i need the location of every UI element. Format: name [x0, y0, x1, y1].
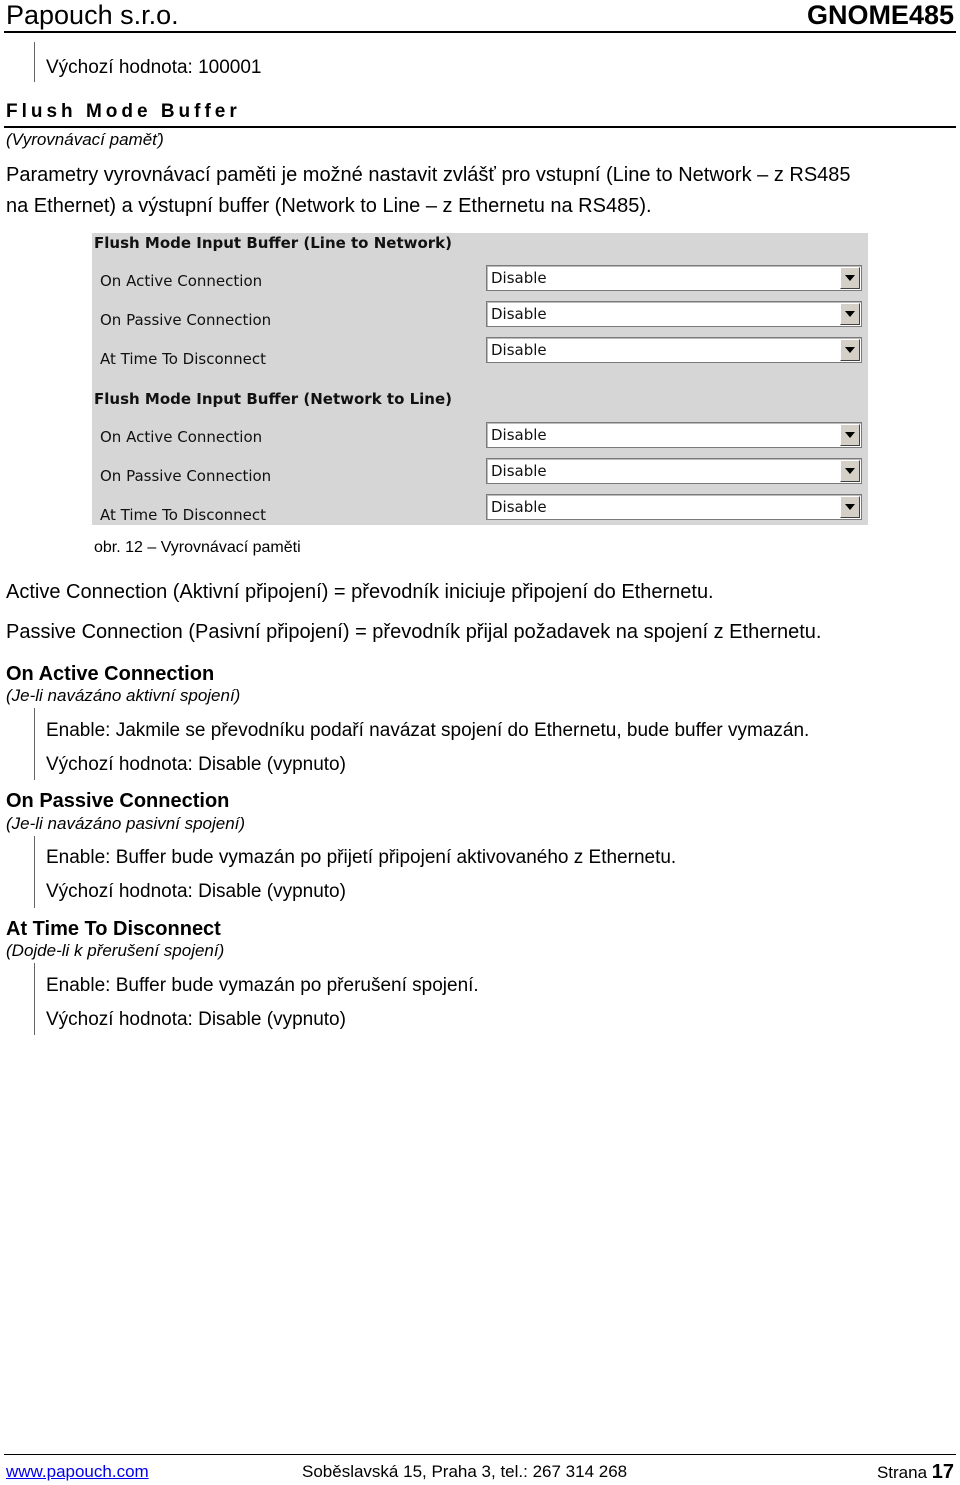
footer-website-link[interactable]: www.papouch.com — [6, 1462, 149, 1481]
header-product: GNOME485 — [806, 0, 954, 30]
option-enable: Enable: Buffer bude vymazán po přijetí připojení aktivovaného z Ethernetu. — [46, 847, 677, 868]
select-value: Disable — [491, 269, 547, 287]
intro-line-1: Parametry vyrovnávací paměti je možné nastavit zvlášť pro vstupní (Line to Network – z RS485 — [6, 164, 851, 186]
chevron-down-icon[interactable] — [840, 303, 860, 325]
section-rule — [4, 126, 956, 128]
chevron-down-icon[interactable] — [840, 460, 860, 482]
group2-title: Flush Mode Input Buffer (Network to Line) — [94, 390, 453, 408]
group2-label-active: On Active Connection — [100, 428, 263, 446]
select-value: Disable — [491, 462, 547, 480]
definition-passive: Passive Connection (Pasivní připojení) = převodník přijal požadavek na spojení z Ethernetu. — [6, 621, 822, 643]
chevron-down-icon[interactable] — [840, 267, 860, 289]
top-default-value: Výchozí hodnota: 100001 — [46, 57, 262, 78]
option-default: Výchozí hodnota: Disable (vypnuto) — [46, 881, 346, 902]
option-title: At Time To Disconnect — [6, 918, 221, 940]
section-title: Flush Mode Buffer — [6, 101, 241, 122]
select-value: Disable — [491, 305, 547, 323]
option-default: Výchozí hodnota: Disable (vypnuto) — [46, 754, 346, 775]
group2-select-disconnect[interactable] — [486, 494, 862, 520]
indent-bar — [34, 708, 35, 780]
option-subtitle: (Je-li navázáno aktivní spojení) — [6, 686, 241, 705]
option-subtitle: (Je-li navázáno pasivní spojení) — [6, 814, 246, 833]
option-subtitle: (Dojde-li k přerušení spojení) — [6, 941, 225, 960]
settings-screenshot — [92, 233, 868, 525]
option-enable: Enable: Jakmile se převodníku podaří navázat spojení do Ethernetu, bude buffer vymazán. — [46, 720, 810, 741]
option-default: Výchozí hodnota: Disable (vypnuto) — [46, 1009, 346, 1030]
chevron-down-icon[interactable] — [840, 424, 860, 446]
footer-address: Soběslavská 15, Praha 3, tel.: 267 314 268 — [302, 1462, 628, 1481]
group1-select-passive[interactable] — [486, 301, 862, 327]
header-rule — [4, 31, 956, 33]
option-title: On Passive Connection — [6, 790, 230, 812]
footer-rule — [4, 1454, 956, 1455]
indent-bar — [34, 42, 35, 82]
definition-active: Active Connection (Aktivní připojení) = převodník iniciuje připojení do Ethernetu. — [6, 581, 714, 603]
intro-line-2: na Ethernet) a výstupní buffer (Network to Line – z Ethernetu na RS485). — [6, 195, 652, 217]
section-subtitle: (Vyrovnávací paměť) — [6, 130, 164, 149]
group2-select-active[interactable] — [486, 422, 862, 448]
footer-page-label: Strana — [876, 1463, 932, 1482]
chevron-down-icon[interactable] — [840, 339, 860, 361]
option-title: On Active Connection — [6, 663, 215, 685]
figure-caption: obr. 12 – Vyrovnávací paměti — [94, 539, 301, 556]
group1-select-disconnect[interactable] — [486, 337, 862, 363]
footer-page — [877, 1460, 954, 1485]
group2-label-passive: On Passive Connection — [100, 467, 272, 485]
group1-label-active: On Active Connection — [100, 272, 263, 290]
group2-label-disconnect: At Time To Disconnect — [100, 506, 267, 524]
header-company: Papouch s.r.o. — [6, 0, 179, 30]
indent-bar — [34, 963, 35, 1035]
group1-select-active[interactable] — [486, 265, 862, 291]
indent-bar — [34, 836, 35, 908]
group1-title: Flush Mode Input Buffer (Line to Network) — [94, 234, 453, 252]
chevron-down-icon[interactable] — [840, 496, 860, 518]
select-value: Disable — [491, 341, 547, 359]
option-enable: Enable: Buffer bude vymazán po přerušení spojení. — [46, 975, 479, 996]
group1-label-passive: On Passive Connection — [100, 311, 272, 329]
group2-select-passive[interactable] — [486, 458, 862, 484]
footer-page-number: 17 — [931, 1461, 954, 1483]
select-value: Disable — [491, 426, 547, 444]
group1-label-disconnect: At Time To Disconnect — [100, 350, 267, 368]
select-value: Disable — [491, 498, 547, 516]
